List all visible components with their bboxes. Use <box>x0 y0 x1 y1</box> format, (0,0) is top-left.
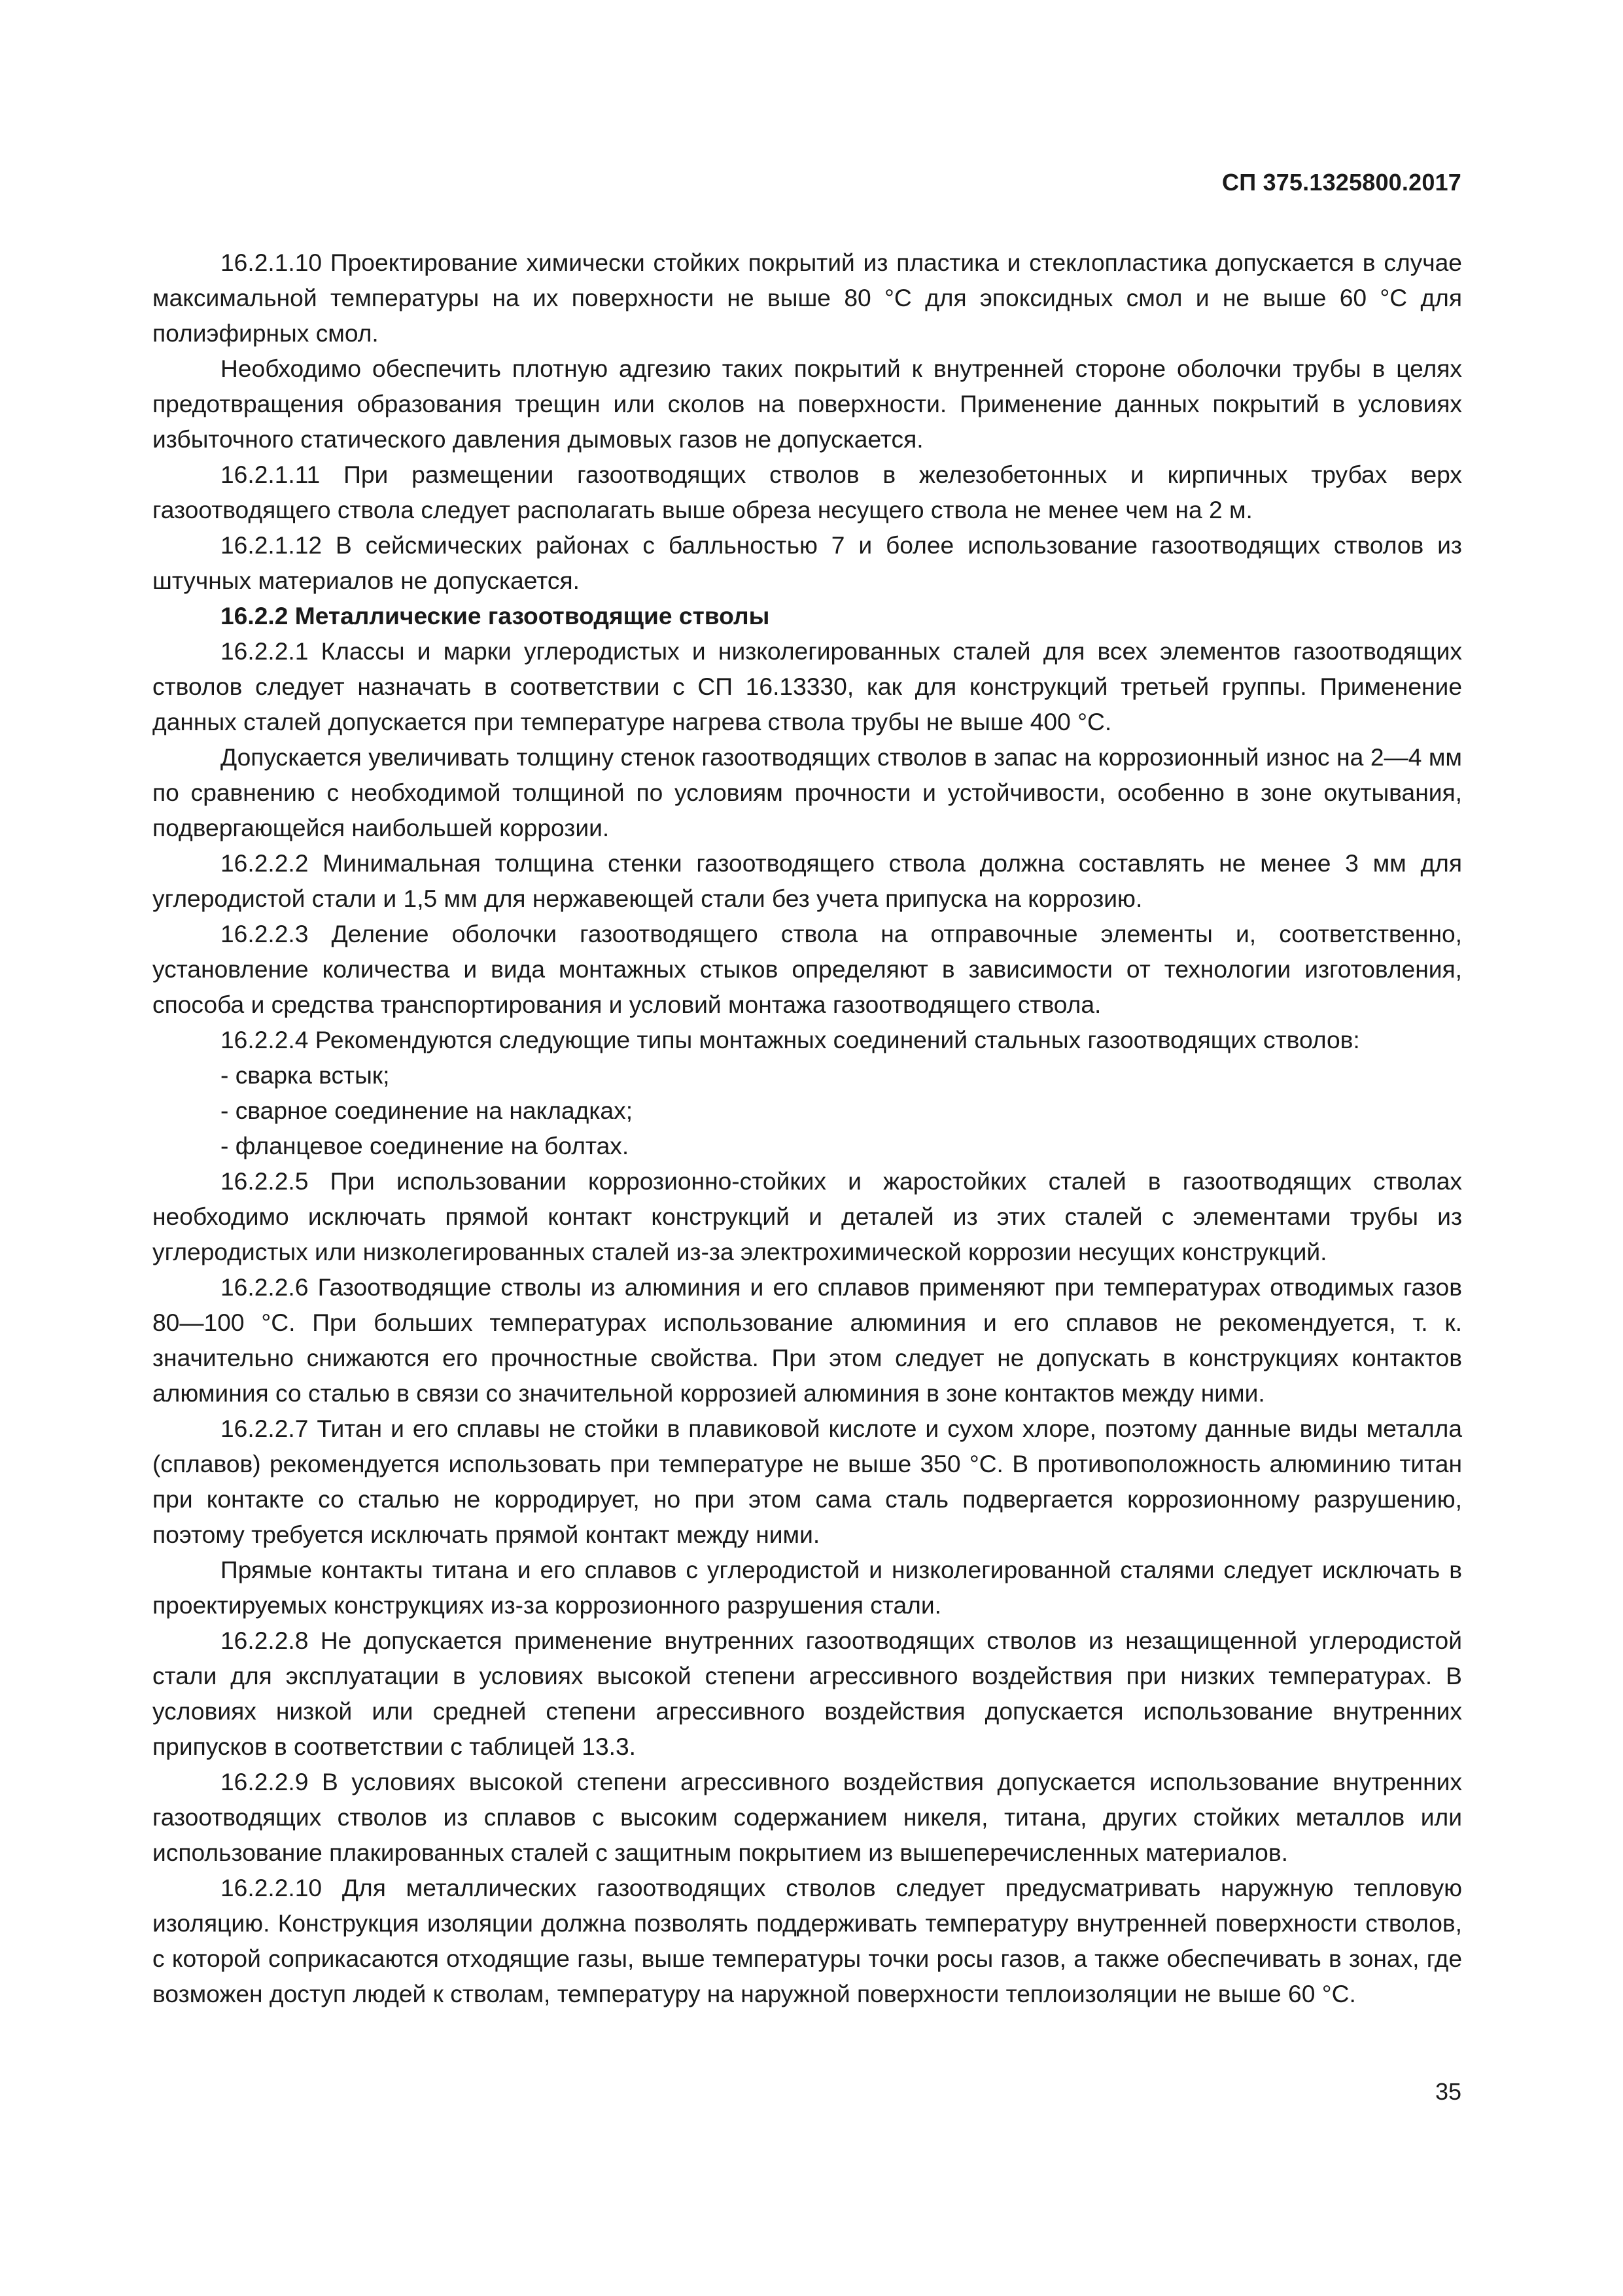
paragraph: 16.2.2.9 В условиях высокой степени агрессивного воздействия допускается использование внутренних газоотводящих стволов из сплавов с высоким содержанием никеля, титана, других стойких металлов или использование плакированных сталей с защитным покрытием из вышеперечисленных материалов. <box>152 1768 1462 1866</box>
section-heading: 16.2.2 Металлические газоотводящие стволы <box>220 602 770 629</box>
paragraph: Допускается увеличивать толщину стенок газоотводящих стволов в запас на коррозионный износ на 2—4 мм по сравнению с необходимой толщиной по условиям прочности и устойчивости, особенно в зоне окутывания, подвергающейся наибольшей коррозии. <box>152 743 1462 841</box>
list-item: - сварка встык; <box>220 1061 390 1089</box>
paragraph: 16.2.1.12 В сейсмических районах с балльностью 7 и более использование газоотводящих стволов из штучных материалов не допускается. <box>152 531 1462 594</box>
paragraph: 16.2.2.4 Рекомендуются следующие типы монтажных соединений стальных газоотводящих стволов: <box>220 1026 1360 1053</box>
document-code: СП 375.1325800.2017 <box>1222 169 1461 196</box>
document-body <box>152 245 1462 2011</box>
paragraph: 16.2.2.10 Для металлических газоотводящих стволов следует предусматривать наружную тепловую изоляцию. Конструкция изоляции должна позволять поддерживать температуру внутренней поверхности стволов, с которой соприкасаются отходящие газы, выше температуры точки росы газов, а также обеспечивать в зонах, где возможен доступ людей к стволам, температуру на наружной поверхности теплоизоляции не выше 60 °С. <box>152 1874 1462 2007</box>
paragraph: 16.2.2.7 Титан и его сплавы не стойки в плавиковой кислоте и сухом хлоре, поэтому данные виды металла (сплавов) рекомендуется использовать при температуре не выше 350 °С. В противоположность алюминию титан при контакте со сталью не корродирует, но при этом сама сталь подвергается коррозионному разрушению, поэтому требуется исключать прямой контакт между ними. <box>152 1415 1462 1548</box>
paragraph: 16.2.2.3 Деление оболочки газоотводящего ствола на отправочные элементы и, соответственно, установление количества и вида монтажных стыков определяют в зависимости от технологии изготовления, способа и средства транспортирования и условий монтажа газоотводящего ствола. <box>152 920 1462 1018</box>
paragraph: 16.2.1.11 При размещении газоотводящих стволов в железобетонных и кирпичных трубах верх газоотводящего ствола следует располагать выше обреза несущего ствола не менее чем на 2 м. <box>152 461 1462 523</box>
paragraph: 16.2.2.2 Минимальная толщина стенки газоотводящего ствола должна составлять не менее 3 мм для углеродистой стали и 1,5 мм для нержавеющей стали без учета припуска на коррозию. <box>152 849 1462 912</box>
paragraph: Необходимо обеспечить плотную адгезию таких покрытий к внутренней стороне оболочки трубы в целях предотвращения образования трещин или сколов на поверхности. Применение данных покрытий в условиях избыточного статического давления дымовых газов не допускается. <box>152 355 1462 453</box>
list-item: - сварное соединение на накладках; <box>220 1097 633 1124</box>
list-item: - фланцевое соединение на болтах. <box>220 1132 629 1159</box>
paragraph: 16.2.1.10 Проектирование химически стойких покрытий из пластика и стеклопластика допускается в случае максимальной температуры на их поверхности не выше 80 °С для эпоксидных смол и не выше 60 °С для полиэфирных смол. <box>152 249 1462 347</box>
paragraph: 16.2.2.6 Газоотводящие стволы из алюминия и его сплавов применяют при температурах отводимых газов 80—100 °С. При больших температурах использование алюминия и его сплавов не рекомендуется, т. к. значительно снижаются его прочностные свойства. При этом следует не допускать в конструкциях контактов алюминия со сталью в связи со значительной коррозией алюминия в зоне контактов между ними. <box>152 1273 1462 1407</box>
paragraph: 16.2.2.5 При использовании коррозионно-стойких и жаростойких сталей в газоотводящих стволах необходимо исключать прямой контакт конструкций и деталей из этих сталей с элементами трубы из углеродистых или низколегированных сталей из-за электрохимической коррозии несущих конструкций. <box>152 1167 1462 1265</box>
page-number: 35 <box>1435 2078 1461 2105</box>
paragraph: 16.2.2.1 Классы и марки углеродистых и низколегированных сталей для всех элементов газоотводящих стволов следует назначать в соответствии с СП 16.13330, как для конструкций третьей группы. Применение данных сталей допускается при температуре нагрева ствола трубы не выше 400 °С. <box>152 637 1462 735</box>
paragraph: Прямые контакты титана и его сплавов с углеродистой и низколегированной сталями следует исключать в проектируемых конструкциях из-за коррозионного разрушения стали. <box>152 1556 1462 1619</box>
paragraph: 16.2.2.8 Не допускается применение внутренних газоотводящих стволов из незащищенной углеродистой стали для эксплуатации в условиях высокой степени агрессивного воздействия при низких температурах. В условиях низкой или средней степени агрессивного воздействия допускается использование внутренних припусков в соответствии с таблицей 13.3. <box>152 1627 1462 1760</box>
